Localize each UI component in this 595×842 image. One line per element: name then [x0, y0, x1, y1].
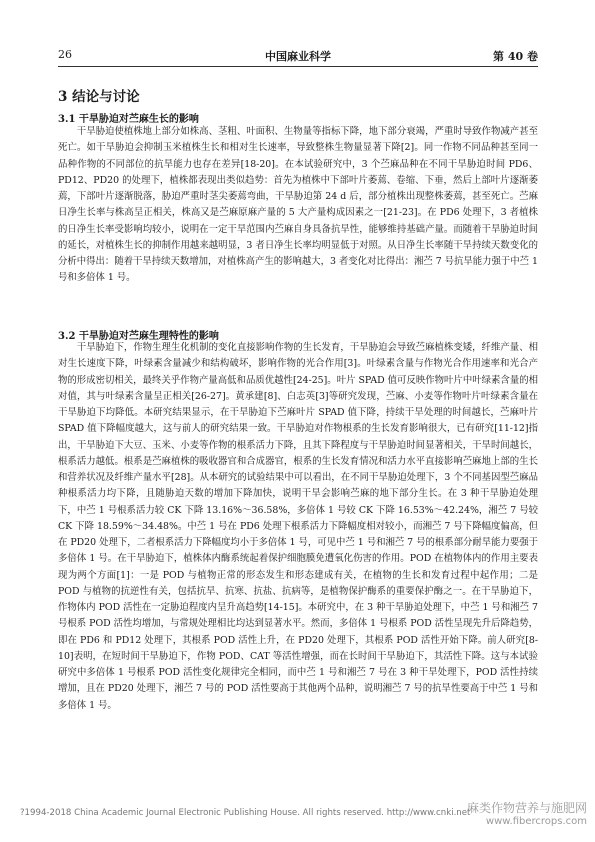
page-header: [58, 48, 538, 64]
watermark-title: 麻类作物营养与施肥网: [466, 801, 587, 815]
subsection-title-3-1: 3.1 干旱胁迫对苎麻生长的影响: [58, 114, 199, 125]
header-divider: [58, 66, 538, 67]
volume-label: 第 40 卷: [493, 50, 538, 63]
journal-title: 中国麻业科学: [265, 50, 331, 63]
section-title: 3 结论与讨论: [58, 89, 140, 105]
paragraph-3-1: 干旱胁迫使植株地上部分如株高、茎粗、叶面积、生物量等指标下降，地下部分衰竭，严重时导致作物减产甚至死亡。如干旱胁迫会抑制玉米植株生长和相对生长速率，导致整株生物量显著下降[2]。同一作物不同品种甚至同一品种作物的不同部位的抗旱能力也存在差异[18-20]。在本试验研究中，3 个苎麻品种在不同干旱胁迫时间 PD6、PD12、PD20 的处理下，植株都表现出类似趋势：首先为植株中下部叶片萎蔫、卷缩、下垂，然后上部叶片逐渐萎蔫，下部叶片逐渐脱落，胁迫严重时茎尖萎蔫弯曲，干旱胁迫第 24 d 后，部分植株出现整株萎蔫，甚至死亡。苎麻日净生长率与株高呈正相关，株高又是苎麻原麻产量的 5 大产量构成因素之一[21-23]。在 PD6 处理下，3 者植株的日净生长率受影响均较小，说明在一定干旱范围内苎麻自身具备抗旱性，能够维持基础产量。而随着干旱胁迫时间的延长，对植株生长的抑制作用越来越明显，3 者日净生长率均明显低于对照。从日净生长率随干旱持续天数变化的分析中得出：随着干旱持续天数增加，对植株高产生的影响越大，3 者变化对比得出：湘苎 7 号抗旱能力强于中苎 1 号和多倍体 1 号。: [58, 126, 538, 284]
page-number: 26: [58, 48, 72, 61]
subsection-title-3-2: 3.2 干旱胁迫对苎麻生理特性的影响: [58, 331, 219, 342]
watermark: [467, 802, 587, 828]
paragraph-3-2: 干旱胁迫下，作物生理生化机制的变化直接影响作物的生长发育，干旱胁迫会导致苎麻植株变矮，纤维产量、相对生长速度下降，叶绿素含量减少和结构破坏，影响作物的光合作用[3]。叶绿素含量与作物光合作用速率和光合产物的形成密切相关，最终关乎作物产量高低和品质优越性[24-25]。叶片 SPAD 值可反映作物叶片中叶绿素含量的相对值，其与叶绿素含量呈正相关[26-27]。黄承建[8]、白志英[3]等研究发现，苎麻、小麦等作物叶片叶绿素含量在干旱胁迫下均降低。本研究结果显示，在干旱胁迫下苎麻叶片 SPAD 值下降，持续干旱处理的时间越长，苎麻叶片 SPAD 值下降幅度越大，这与前人的研究结果一致。干旱胁迫对作物根系的生长发育影响很大，已有研究[11-12]指出，干旱胁迫下大豆、玉米、小麦等作物的根系活力下降，且其下降程度与干旱胁迫时间显著相关，干旱时间越长，根系活力越低。根系是苎麻植株的吸收器官和合成器官，根系的生长发育情况和活力水平直接影响苎麻地上部的生长和营养状况及纤维产量水平[28]。从本研究的试验结果中可以看出，在不同干旱胁迫处理下，3 个不同基因型苎麻品种根系活力均下降，且随胁迫天数的增加下降加快，说明干旱会影响苎麻的地下部分生长。在 3 种干旱胁迫处理下，中苎 1 号根系活力较 CK 下降 13.16%～36.58%，多倍体 1 号较 CK 下降 16.53%～42.24%，湘苎 7 号较 CK 下降 18.59%～34.48%。中苎 1 号在 PD6 处理下根系活力下降幅度相对较小，而湘苎 7 号下降幅度偏高，但在 PD20 处理下，二者根系活力下降幅度均小于多倍体 1 号，可见中苎 1 号和湘苎 7 号的根系部分耐旱能力要强于多倍体 1 号。在干旱胁迫下，植株体内酶系统起着保护细胞膜免遭氧化伤害的作用。POD 在植物体内的作用主要表现为两个方面[1]：一是 POD 与植物正常的形态发生和形态建成有关，在植物的生长和发育过程中起作用；二是 POD 与植物的抗逆性有关，包括抗旱、抗寒、抗盐、抗病等，是植物保护酶系的重要保护酶之一。在干旱胁迫下，作物体内 POD 活性在一定胁迫程度内呈升高趋势[14-15]。本研究中，在 3 种干旱胁迫处理下，中苎 1 号和湘苎 7 号根系 POD 活性均增加，与常规处理相比均达到显著水平。然而，多倍体 1 号根系 POD 活性呈现先升后降趋势，即在 PD6 和 PD12 处理下，其根系 POD 活性上升，在 PD20 处理下，其根系 POD 活性开始下降。前人研究[8-10]表明，在短时间干旱胁迫下，作物 POD、CAT 等活性增强，而在长时间干旱胁迫下，其活性下降。这与本试验研究中多倍体 1 号根系 POD 活性变化规律完全相同，而中苎 1 号和湘苎 7 号在 3 种干旱处理下，POD 活性持续增加，且在 PD20 处理下，湘苎 7 号的 POD 活性要高于其他两个品种，说明湘苎 7 号的抗旱性要高于中苎 1 号和多倍体 1 号。: [58, 342, 538, 711]
watermark-url: www.fibercrops.com: [485, 816, 587, 827]
copyright-line: ?1994-2018 China Academic Journal Electronic Publishing House. All rights reserved. http://www.cnki.net: [20, 808, 471, 818]
page-footer: [0, 801, 595, 827]
